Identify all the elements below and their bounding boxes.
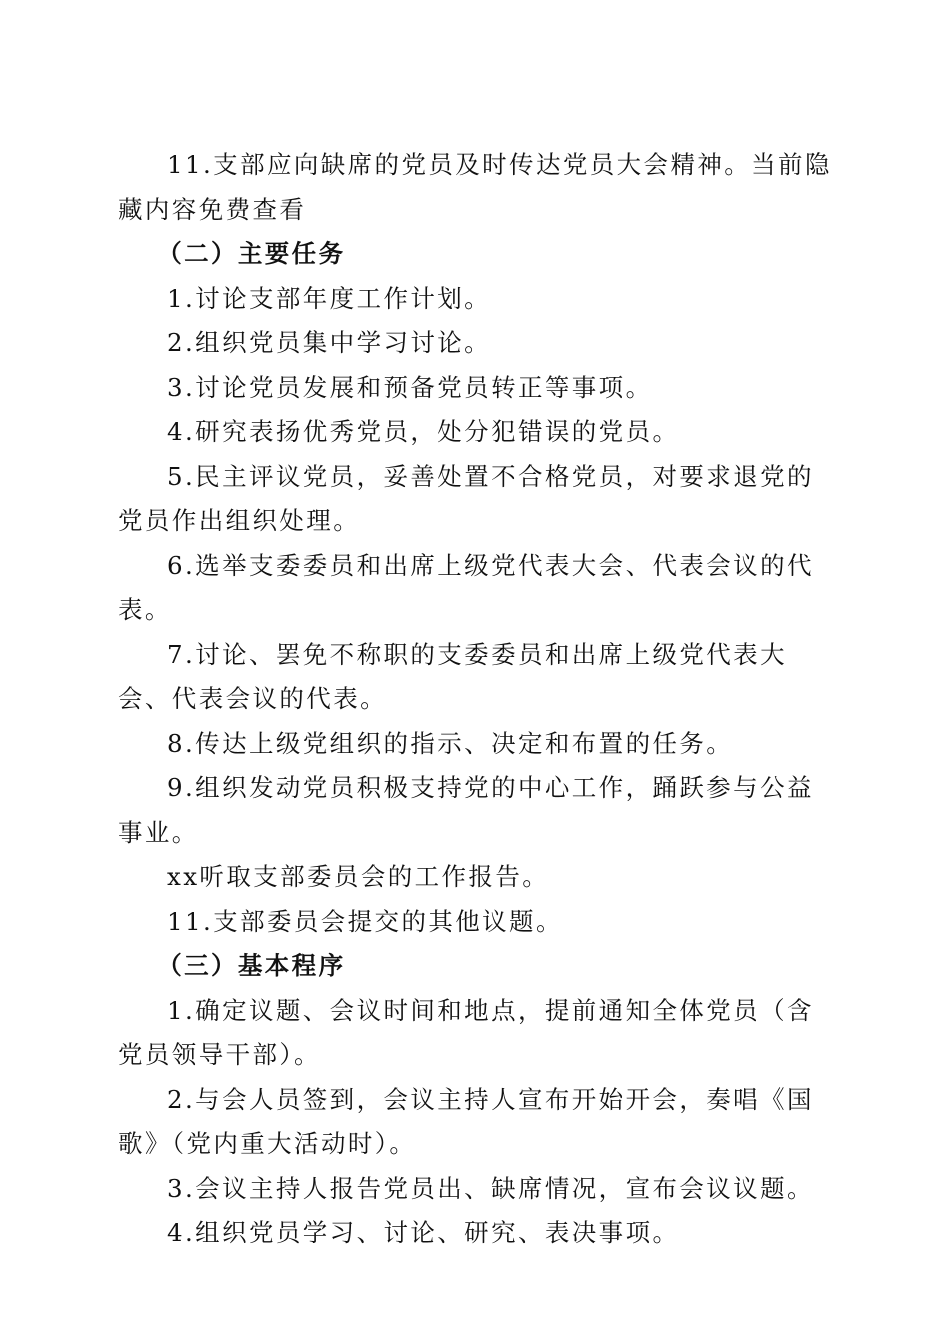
paragraph-task-4: 4.研究表扬优秀党员，处分犯错误的党员。: [167, 417, 680, 446]
paragraph-task-9: 9.组织发动党员积极支持党的中心工作，踊跃参与公益事业。: [118, 773, 814, 847]
section-heading-main-tasks: （二）主要任务: [157, 239, 346, 268]
paragraph-procedure-3: 3.会议主持人报告党员出、缺席情况，宣布会议议题。: [167, 1173, 814, 1203]
section-heading-basic-procedure: （三）基本程序: [157, 951, 346, 980]
paragraph-task-xx: xx听取支部委员会的工作报告。: [167, 862, 550, 891]
paragraph-procedure-1: 1.确定议题、会议时间和地点，提前通知全体党员（含党员领导干部）。: [118, 995, 814, 1069]
paragraph-procedure-2: 2.与会人员签到，会议主持人宣布开始开会，奏唱《国歌》（党内重大活动时）。: [118, 1084, 814, 1158]
paragraph-task-3: 3.讨论党员发展和预备党员转正等事项。: [167, 372, 653, 402]
paragraph-task-1: 1.讨论支部年度工作计划。: [167, 283, 492, 313]
document-body: [118, 143, 833, 1256]
paragraph-task-5: 5.民主评议党员，妥善处置不合格党员，对要求退党的党员作出组织处理。: [118, 461, 814, 535]
paragraph-procedure-4: 4.组织党员学习、讨论、研究、表决事项。: [167, 1218, 680, 1247]
paragraph-item-11-absent-members: 11.支部应向缺席的党员及时传达党员大会精神。当前隐藏内容免费查看: [118, 150, 832, 224]
paragraph-task-7: 7.讨论、罢免不称职的支委委员和出席上级党代表大会、代表会议的代表。: [118, 639, 787, 713]
paragraph-task-8: 8.传达上级党组织的指示、决定和布置的任务。: [167, 728, 734, 758]
paragraph-task-11: 11.支部委员会提交的其他议题。: [167, 906, 563, 936]
paragraph-task-6: 6.选举支委委员和出席上级党代表大会、代表会议的代表。: [118, 550, 814, 624]
paragraph-task-2: 2.组织党员集中学习讨论。: [167, 328, 492, 357]
